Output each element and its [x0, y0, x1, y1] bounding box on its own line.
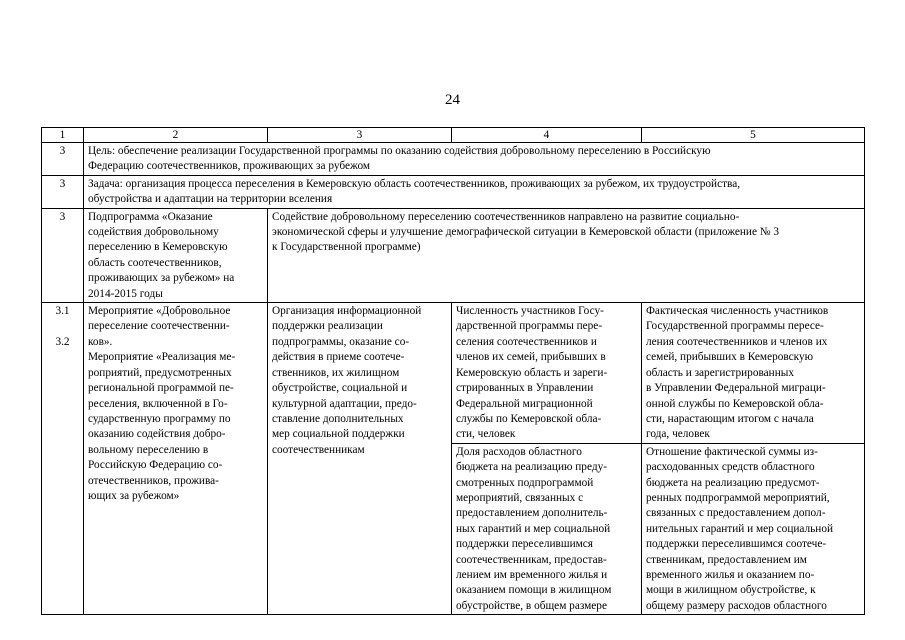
- formula-1: Фактическая численность участников Государственной программы пересе- ления соотечественников и членов их семей, прибывших в Кемеровскую область и зарегистрированных в Управлении Федеральной миграци- онной службы по Кемеровской обла- сти, нарастающим итогом с начала года, человек: [642, 303, 865, 444]
- column-header-4: 4: [452, 128, 642, 143]
- subprogram-description: Содействие добровольному переселению соотечественников направлено на развитие социально- экономической сферы и улучшение демографической ситуации в Кемеровской области (приложение № 3 к Государственной программе): [268, 208, 865, 302]
- column-header-5: 5: [642, 128, 865, 143]
- program-table: [41, 127, 865, 615]
- measure-numbers: [42, 303, 84, 615]
- task-row: [42, 175, 865, 208]
- subprogram-name: Подпрограмма «Оказание содействия добровольному переселению в Кемеровскую область соотечественников, проживающих за рубежом» на 2014-2015 годы: [84, 208, 268, 302]
- page-number: 24: [445, 92, 460, 108]
- measure-name-2: Мероприятие «Реализация ме- роприятий, предусмотренных региональной программой пе- реселения, включенной в Го- сударственную программу по оказанию содействия добро- вольному переселению в Российскую Федерацию со- отечественников, прожива- ющих за рубежом»: [88, 351, 236, 502]
- indicator-2: Доля расходов областного бюджета на реализацию преду- смотренных подпрограммой мероприятий, связанных с предоставлением дополнитель- ных гарантий и мер социальной поддержки переселившимся соотечественникам, предостав- лением им временного жилья и оказанием помощи в жилищном обустройстве, в общем размере: [452, 443, 642, 614]
- formula-2: Отношение фактической суммы из- расходованных средств областного бюджета на реализацию предусмот- ренных подпрограммой мероприятий, связанных с предоставлением допол- нительных гарантий и мер социальной поддержки переселившимся соотече- ственникам, предоставлением им временного жилья и оказанием по- мощи в жилищном обустройстве, к общему размеру расходов областного: [642, 443, 865, 614]
- goal-number: 3: [42, 143, 84, 176]
- column-header-row: [42, 128, 865, 143]
- column-header-3: 3: [268, 128, 452, 143]
- measure-number-2: 3.2: [55, 335, 70, 348]
- measures-row: [42, 303, 865, 444]
- subprogram-row: [42, 208, 865, 302]
- goal-row: [42, 143, 865, 176]
- measure-names: [84, 303, 268, 615]
- measure-content: Организация информационной поддержки реализации подпрограммы, оказание со- действия в приеме соотече- ственников, их жилищном обустройстве, социальной и культурной адаптации, предо- ставление дополнительных мер социальной поддержки соотечественникам: [268, 303, 452, 615]
- task-text: Задача: организация процесса переселения в Кемеровскую область соотечественников, проживающих за рубежом, их трудоустройства, обустройства и адаптации на территории вселения: [84, 175, 865, 208]
- indicator-1: Численность участников Госу- дарственной программы пере- селения соотечественников и членов их семей, прибывших в Кемеровскую область и зареги- стрированных в Управлении Федеральной миграционной службы по Кемеровской обла- сти, человек: [452, 303, 642, 444]
- column-header-2: 2: [84, 128, 268, 143]
- column-header-1: 1: [42, 128, 84, 143]
- measure-number-1: 3.1: [55, 305, 70, 318]
- goal-text: Цель: обеспечение реализации Государственной программы по оказанию содействия добровольному переселению в Российскую Федерацию соотечественников, проживающих за рубежом: [84, 143, 865, 176]
- task-number: 3: [42, 175, 84, 208]
- measure-name-1: Мероприятие «Добровольное переселение соотечественни- ков».: [88, 305, 231, 348]
- subprogram-number: 3: [42, 208, 84, 302]
